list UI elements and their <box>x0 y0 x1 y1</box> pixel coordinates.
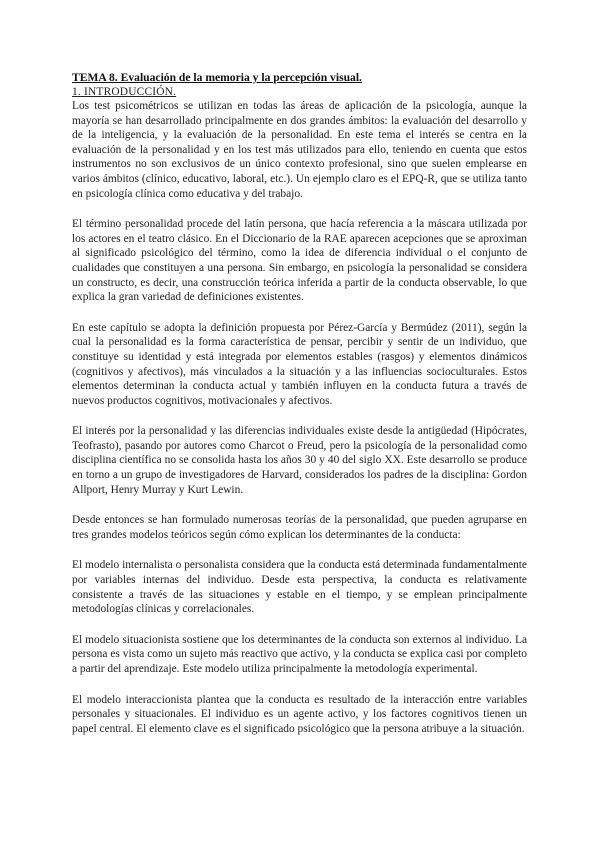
paragraph: El modelo interaccionista plantea que la conducta es resultado de la interacción entre variables personales y situacionales. El individuo es un agente activo, y los factores cognitivos tienen un papel central. El elemento clave es el significado psicológico que la persona atribuye a la situación. <box>72 693 527 735</box>
paragraph: En este capítulo se adopta la definición propuesta por Pérez-García y Bermúdez (2011), según la cual la personalidad es la forma característica de pensar, percibir y sentir de un individuo, que constituye su identidad y está integrada por elementos estables (rasgos) y elementos dinámicos (cognitivos y afectivos), más vinculados a la situación y a las influencias socioculturales. Estos elementos determinan la conducta actual y también influyen en la conducta futura a través de nuevos productos cognitivos, motivacionales y afectivos. <box>72 321 527 407</box>
paragraph: El modelo internalista o personalista considera que la conducta está determinada fundamentalmente por variables internas del individuo. Desde esta perspectiva, la conducta es relativamente consistente a través de las situaciones y estable en el tiempo, y se emplean principalmente metodologías clínicas y correlacionales. <box>72 559 527 616</box>
document-title: TEMA 8. Evaluación de la memoria y la percepción visual. <box>72 71 362 84</box>
document-body <box>72 71 527 752</box>
paragraph: El término personalidad procede del latín persona, que hacía referencia a la máscara utilizada por los actores en el teatro clásico. En el Diccionario de la RAE aparecen acepciones que se aproximan al significado psicológico del término, como la idea de diferencia individual o el conjunto de cualidades que constituyen a una persona. Sin embargo, en psicología la personalidad se considera un constructo, es decir, una construcción teórica inferida a partir de la conducta observable, lo que explica la gran variedad de definiciones existentes. <box>72 218 527 304</box>
paragraph: El modelo situacionista sostiene que los determinantes de la conducta son externos al individuo. La persona es vista como un sujeto más reactivo que activo, y la conducta se explica casi por completo a partir del aprendizaje. Este modelo utiliza principalmente la metodología experimental. <box>72 633 527 675</box>
paragraph: Desde entonces se han formulado numerosas teorías de la personalidad, que pueden agruparse en tres grandes modelos teóricos según cómo explican los determinantes de la conducta: <box>72 514 527 541</box>
paragraph: Los test psicométricos se utilizan en todas las áreas de aplicación de la psicología, aunque la mayoría se han desarrollado principalmente en dos grandes ámbitos: la evaluación del desarrollo y de la inteligencia, y la evaluación de la personalidad. En este tema el interés se centra en la evaluación de la personalidad y en los test más utilizados para ello, teniendo en cuenta que estos instrumentos no son exclusivos de un único contexto profesional, sino que suelen emplearse en varios ámbitos (clínico, educativo, laboral, etc.). Un ejemplo claro es el EPQ-R, que se utiliza tanto en psicología clínica como educativa y del trabajo. <box>72 100 527 200</box>
section-heading: 1. INTRODUCCIÓN. <box>72 86 177 98</box>
paragraph: El interés por la personalidad y las diferencias individuales existe desde la antigüedad (Hipócrates, Teofrasto), pasando por autores como Charcot o Freud, pero la psicología de la personalidad como disciplina científica no se consolida hasta los años 30 y 40 del siglo XX. Este desarrollo se produce en torno a un grupo de investigadores de Harvard, considerados los padres de la disciplina: Gordon Allport, Henry Murray y Kurt Lewin. <box>72 425 527 496</box>
